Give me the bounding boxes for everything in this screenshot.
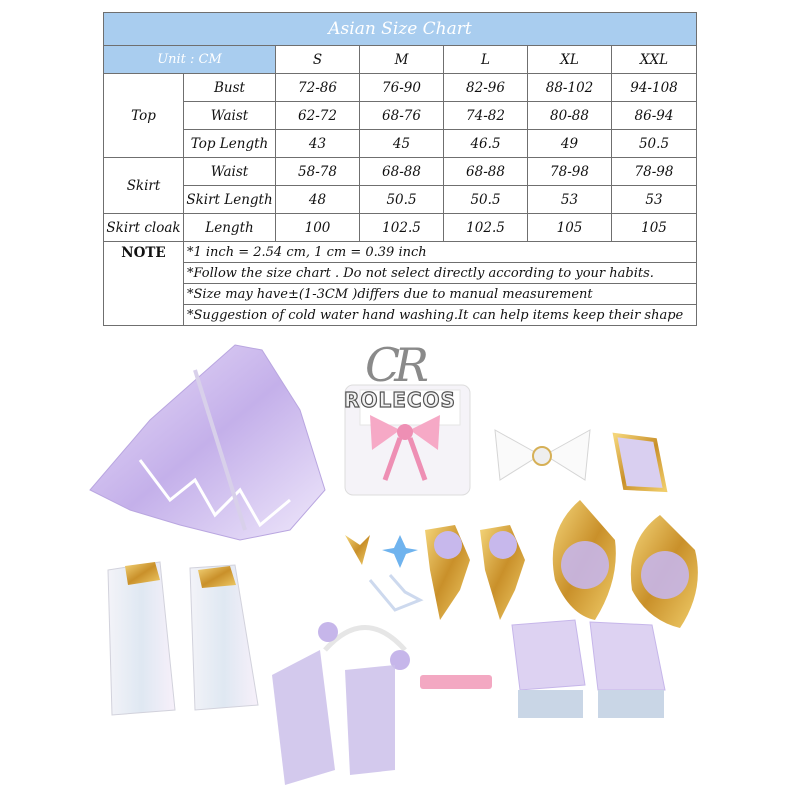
- table-cell: 53: [612, 186, 697, 214]
- size-header: XL: [528, 46, 612, 74]
- table-cell: 68-76: [360, 102, 444, 130]
- glove-right-image: [590, 622, 665, 718]
- row-label: Waist: [184, 158, 276, 186]
- crown-accessory-image: [345, 535, 420, 610]
- sleeve-left-image: [108, 562, 175, 715]
- row-label: Top Length: [184, 130, 276, 158]
- note-line: *Follow the size chart . Do not select directly according to your habits.: [184, 263, 697, 284]
- table-cell: 53: [528, 186, 612, 214]
- bow-image: [495, 430, 590, 480]
- table-cell: 46.5: [444, 130, 528, 158]
- row-label: Length: [184, 214, 276, 242]
- logo-wordmark: ROLECOS: [344, 388, 456, 412]
- glove-left-image: [512, 620, 585, 718]
- sleeve-right-image: [190, 565, 258, 710]
- table-cell: 50.5: [612, 130, 697, 158]
- table-cell: 62-72: [276, 102, 360, 130]
- size-header: M: [360, 46, 444, 74]
- cuff-image: [615, 435, 665, 490]
- table-cell: 94-108: [612, 74, 697, 102]
- shoulder-piece-left-image: [553, 500, 616, 620]
- table-row: [104, 130, 697, 158]
- size-header: S: [276, 46, 360, 74]
- row-label: Skirt Length: [184, 186, 276, 214]
- table-cell: 78-98: [528, 158, 612, 186]
- size-chart-table: [103, 12, 697, 326]
- table-row: [104, 158, 697, 186]
- table-cell: 102.5: [360, 214, 444, 242]
- ear-piece-left-image: [425, 525, 470, 620]
- table-row: [104, 214, 697, 242]
- table-cell: 68-88: [360, 158, 444, 186]
- table-cell: 105: [528, 214, 612, 242]
- note-line: *Size may have±(1-3CM )differs due to manual measurement: [184, 284, 697, 305]
- table-row: [104, 102, 697, 130]
- table-cell: 45: [360, 130, 444, 158]
- headband-veil-image: [272, 622, 410, 785]
- table-cell: 50.5: [360, 186, 444, 214]
- table-cell: 50.5: [444, 186, 528, 214]
- note-label: NOTE: [104, 242, 184, 326]
- unit-label: Unit : CM: [104, 46, 276, 74]
- table-cell: 80-88: [528, 102, 612, 130]
- group-label-top: Top: [104, 74, 184, 158]
- table-cell: 72-86: [276, 74, 360, 102]
- note-line: *Suggestion of cold water hand washing.It can help items keep their shape: [184, 305, 697, 326]
- table-cell: 58-78: [276, 158, 360, 186]
- group-label-skirt: Skirt: [104, 158, 184, 214]
- table-row: [104, 74, 697, 102]
- chart-title: Asian Size Chart: [104, 13, 697, 46]
- size-header: L: [444, 46, 528, 74]
- skirt-cloak-image: [90, 345, 325, 540]
- table-cell: 105: [612, 214, 697, 242]
- table-cell: 86-94: [612, 102, 697, 130]
- ear-piece-right-image: [480, 525, 525, 620]
- table-cell: 88-102: [528, 74, 612, 102]
- row-label: Waist: [184, 102, 276, 130]
- table-cell: 76-90: [360, 74, 444, 102]
- brand-logo: [345, 338, 465, 448]
- pink-ribbon-image: [420, 675, 492, 689]
- table-cell: 68-88: [444, 158, 528, 186]
- logo-mark: CR: [365, 338, 423, 392]
- table-cell: 82-96: [444, 74, 528, 102]
- note-line: *1 inch = 2.54 cm, 1 cm = 0.39 inch: [184, 242, 697, 263]
- table-cell: 74-82: [444, 102, 528, 130]
- table-cell: 49: [528, 130, 612, 158]
- table-cell: 48: [276, 186, 360, 214]
- table-cell: 102.5: [444, 214, 528, 242]
- table-cell: 43: [276, 130, 360, 158]
- table-cell: 78-98: [612, 158, 697, 186]
- size-header: XXL: [612, 46, 697, 74]
- table-row: [104, 186, 697, 214]
- table-cell: 100: [276, 214, 360, 242]
- group-label-cloak: Skirt cloak: [104, 214, 184, 242]
- row-label: Bust: [184, 74, 276, 102]
- shoulder-piece-right-image: [631, 515, 698, 628]
